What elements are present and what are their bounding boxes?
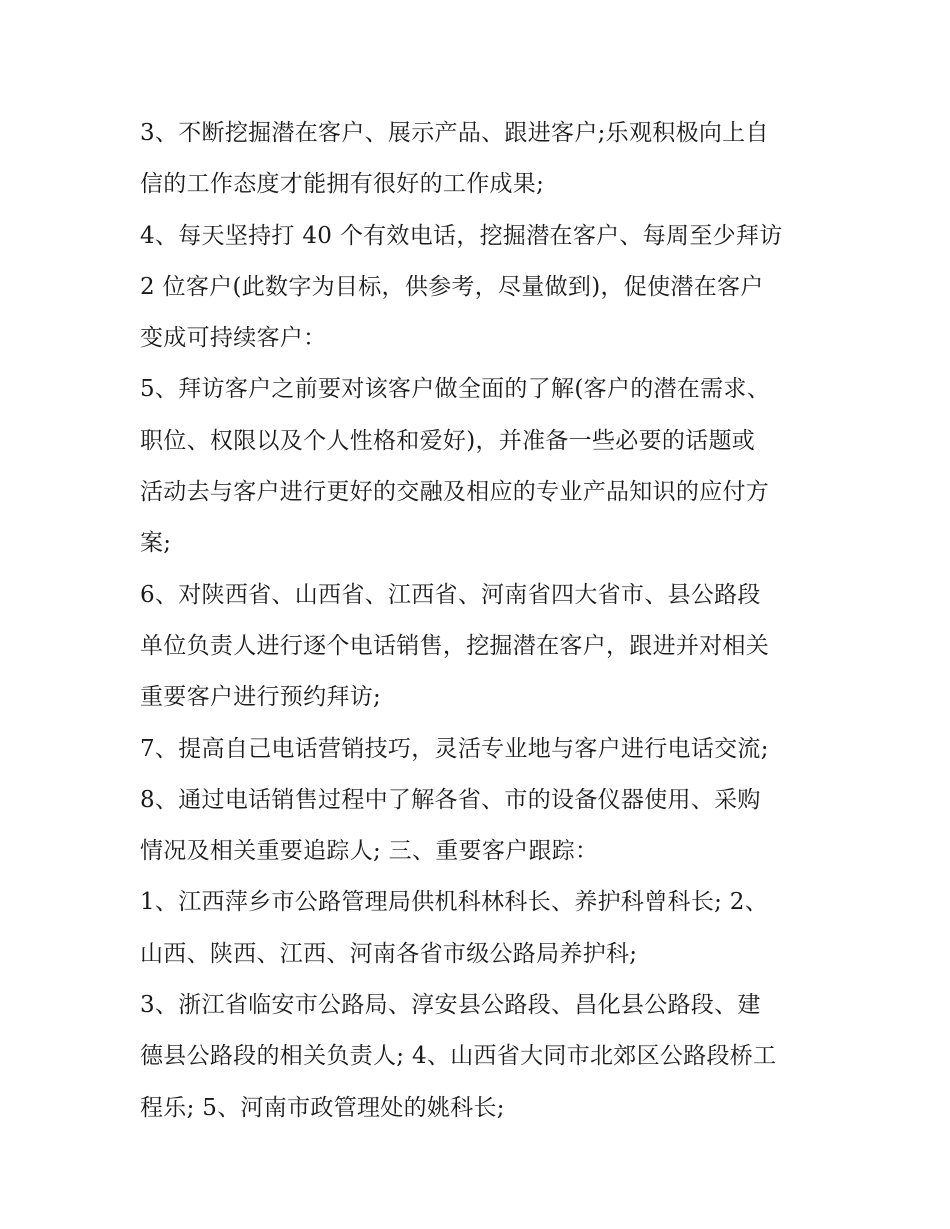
text-line: 程乐; 5、河南市政管理处的姚科长; [140, 1094, 505, 1121]
text-line: 1、江西萍乡市公路管理局供机科林科长、养护科曾科长; 2、 [140, 889, 769, 916]
text-line: 活动去与客户进行更好的交融及相应的专业产品知识的应付方 [140, 479, 770, 506]
text-line: 8、通过电话销售过程中了解各省、市的设备仪器使用、采购 [140, 786, 761, 813]
text-line: 7、提高自己电话营销技巧，灵活专业地与客户进行电话交流; [140, 735, 769, 762]
text-line: 情况及相关重要追踪人; 三、重要客户跟踪： [140, 838, 599, 865]
text-line: 山西、陕西、江西、河南各省市级公路局养护科; [140, 940, 638, 967]
text-line: 职位、权限以及个人性格和爱好)，并准备一些必要的话题或 [140, 427, 756, 454]
text-line: 2 位客户(此数字为目标，供参考，尽量做到)，促使潜在客户 [140, 273, 764, 300]
text-line: 5、拜访客户之前要对该客户做全面的了解(客户的潜在需求、 [140, 376, 771, 403]
text-line: 德县公路段的相关负责人; 4、山西省大同市北郊区公路段桥工 [140, 1043, 777, 1070]
text-line: 信的工作态度才能拥有很好的工作成果; [140, 171, 545, 198]
text-line: 案; [140, 530, 172, 557]
text-line: 3、不断挖掘潜在客户、展示产品、跟进客户;乐观积极向上自 [140, 120, 769, 146]
document-body [140, 108, 820, 1134]
text-line: 3、浙江省临安市公路局、淳安县公路段、昌化县公路段、建 [140, 992, 761, 1019]
text-line: 变成可持续客户： [140, 325, 327, 352]
text-line: 单位负责人进行逐个电话销售，挖掘潜在客户，跟进并对相关 [140, 632, 770, 659]
text-line: 6、对陕西省、山西省、江西省、河南省四大省市、县公路段 [140, 581, 761, 608]
text-line: 4、每天坚持打 40 个有效电话，挖掘潜在客户、每周至少拜访 [140, 222, 783, 249]
text-line: 重要客户进行预约拜访; [140, 684, 382, 711]
